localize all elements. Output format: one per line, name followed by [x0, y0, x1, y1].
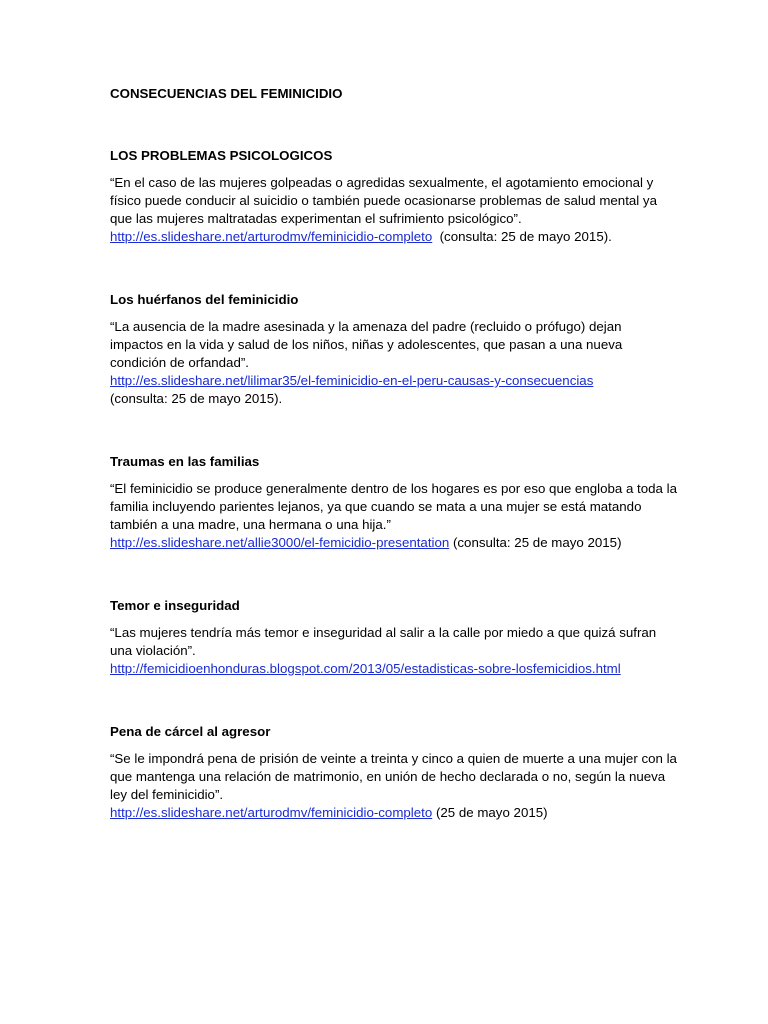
source-link[interactable]: http://es.slideshare.net/arturodmv/feminicidio-completo — [110, 805, 433, 820]
section-paragraph — [110, 624, 678, 678]
section-heading: LOS PROBLEMAS PSICOLOGICOS — [110, 148, 333, 163]
section-fear-insecurity — [110, 598, 678, 678]
section-paragraph — [110, 480, 678, 552]
section-prison-sentence — [110, 724, 678, 822]
section-heading: Pena de cárcel al agresor — [110, 724, 271, 739]
section-quote: “El feminicidio se produce generalmente dentro de los hogares es por eso que engloba a toda la familia incluyendo parientes lejanos, ya que cuando se mata a una mujer se está matando también a una madre, una hermana o una hija.” — [110, 481, 677, 532]
source-link[interactable]: http://es.slideshare.net/arturodmv/feminicidio-completo — [110, 229, 433, 244]
citation-text: (consulta: 25 de mayo 2015). — [110, 391, 283, 406]
citation-text: (consulta: 25 de mayo 2015). — [439, 229, 612, 244]
source-link[interactable]: http://femicidioenhonduras.blogspot.com/2013/05/estadisticas-sobre-losfemicidios.html — [110, 661, 621, 676]
section-paragraph — [110, 318, 678, 408]
document-title: CONSECUENCIAS DEL FEMINICIDIO — [110, 86, 343, 101]
source-link[interactable]: http://es.slideshare.net/lilimar35/el-feminicidio-en-el-peru-causas-y-consecuencias — [110, 373, 594, 388]
section-quote: “En el caso de las mujeres golpeadas o agredidas sexualmente, el agotamiento emocional y físico puede conducir al suicidio o también puede ocasionarse problemas de salud mental ya que las mujeres maltratadas experimentan el sufrimiento psicológico”. — [110, 175, 657, 226]
section-quote: “Se le impondrá pena de prisión de veinte a treinta y cinco a quien de muerte a una mujer con la que mantenga una relación de matrimonio, en unión de hecho declarada o no, según la nueva ley del feminicidio”. — [110, 751, 677, 802]
citation-text: (25 de mayo 2015) — [435, 805, 548, 820]
section-heading: Traumas en las familias — [110, 454, 260, 469]
section-paragraph — [110, 750, 678, 822]
section-psychological-problems — [110, 148, 678, 246]
section-orphans — [110, 292, 678, 408]
source-link[interactable]: http://es.slideshare.net/allie3000/el-femicidio-presentation — [110, 535, 450, 550]
citation-text: (consulta: 25 de mayo 2015) — [452, 535, 622, 550]
section-quote: “Las mujeres tendría más temor e inseguridad al salir a la calle por miedo a que quizá sufran una violación”. — [110, 625, 657, 658]
section-family-trauma — [110, 454, 678, 552]
section-heading: Los huérfanos del feminicidio — [110, 292, 299, 307]
section-quote: “La ausencia de la madre asesinada y la amenaza del padre (recluido o prófugo) dejan impactos en la vida y salud de los niños, niñas y adolescentes, que pasan a una nueva condición de orfandad”. — [110, 319, 623, 370]
section-heading: Temor e inseguridad — [110, 598, 240, 613]
section-paragraph — [110, 174, 678, 246]
